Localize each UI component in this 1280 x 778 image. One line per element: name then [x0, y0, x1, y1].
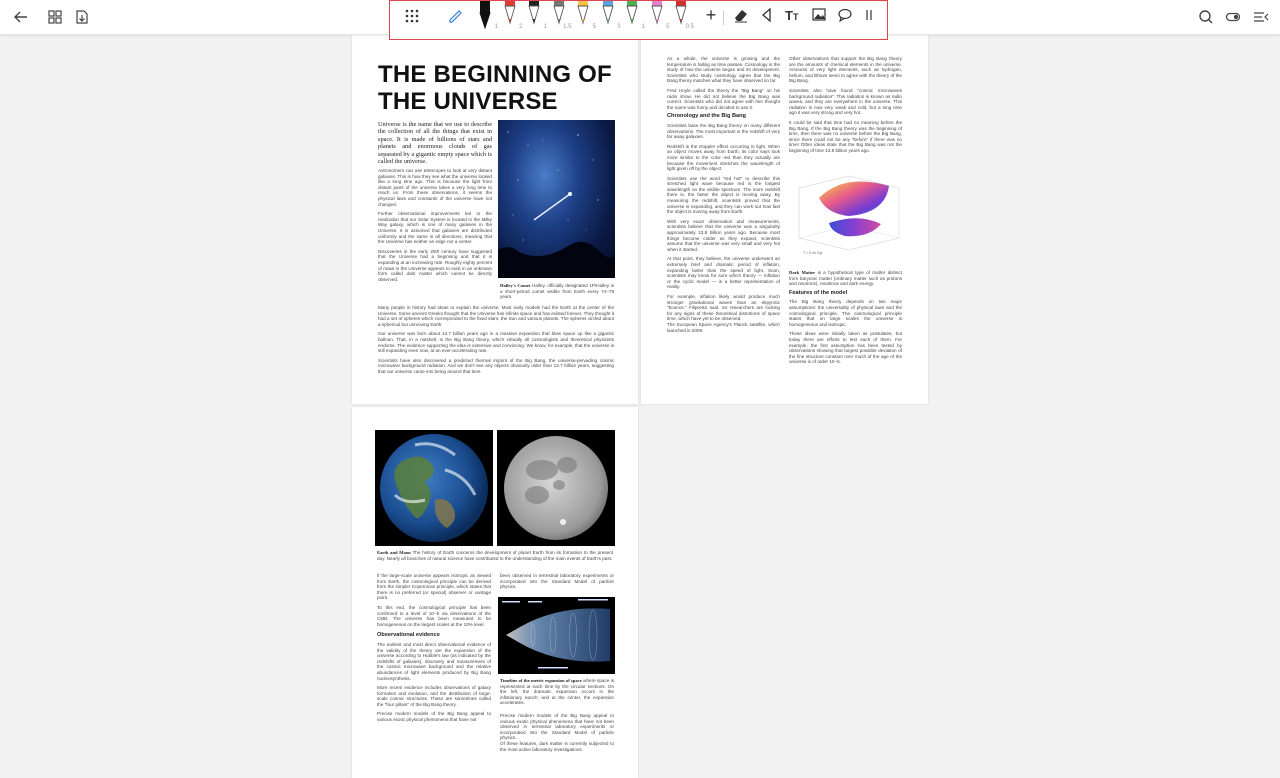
paragraph: Scientists use the word "red hot" to describe this stretched light wave because red is the longest wavelength on the visible spectrum. The more redshift there is, the faster the object is moving away. By measuring the redshift, scientists proved that the universe is expanding, and they can work out how fast the object is moving away from Earth. — [667, 175, 780, 215]
section-heading: Chronology and the Big Bang — [667, 113, 746, 120]
pen-9-icon[interactable] — [670, 1, 692, 29]
timeline-caption — [500, 678, 614, 706]
text-tool-icon[interactable] — [782, 5, 804, 33]
lead-paragraph: Universe is the name that we use to describe the collection of all the things that exist in space. It is made of billions of stars and planets and enormous clouds of gas separated by a gigantic empty space which is called the universe. — [378, 121, 492, 166]
paragraph: The Big Bang theory depends on two major assumptions: the universality of physical laws and the cosmological principle. The cosmological principle states that on large scales the universe is homogeneous and isotropic. — [789, 299, 902, 327]
section-heading: Features of the model — [789, 289, 848, 296]
pencil-tool-icon[interactable] — [444, 5, 466, 33]
page-title — [378, 61, 628, 115]
pen-size-label: 3 — [617, 24, 621, 30]
section-heading: Observational evidence — [377, 632, 440, 639]
paragraph: Fred Hoyle called the theory the "Big Bang" on his radio show. He did not believe the Big Bang was correct. Scientists who did not agree with him thought the name was funny and decided to use it. — [667, 87, 780, 110]
pen-size-label: 1 — [494, 24, 498, 30]
svg-text:T: T — [793, 12, 799, 22]
timeline-diagram-image — [498, 597, 615, 674]
page-1 — [352, 35, 638, 404]
page-2 — [641, 35, 928, 404]
paragraph: As a whole, the universe is growing and the temperature is falling as time passes. Cosmology is the study of how the universe began and its development. Scientists who study cosmology agree that the Big Bang theory matches what they have observed so far. — [667, 56, 780, 84]
title-line-2: THE UNIVERSE — [378, 88, 558, 115]
earth-moon-caption — [377, 550, 613, 561]
paragraph: been observed in terrestrial laboratory experiments or incorporated into the Standard Model of particle physics. — [500, 573, 614, 590]
paragraph-6: Scientists have also discovered a predicted thermal imprint of the Big Bang, the universe-pervading cosmic microwave background radiation. And we don't see any objects obviously older than 13.7 billion years, suggesting that our universe came into being around that time. — [378, 357, 614, 374]
eraser-icon[interactable] — [730, 5, 752, 33]
paragraph: Scientists base the Big Bang theory on many different observations. The most important is the redshift of very far away galaxies. — [667, 122, 780, 140]
right-column-lower — [500, 713, 614, 752]
pen-8-icon[interactable] — [646, 1, 668, 29]
left-column — [667, 56, 780, 333]
back-arrow-icon[interactable] — [8, 4, 34, 30]
lasso-select-icon[interactable] — [756, 5, 778, 33]
export-document-icon[interactable] — [69, 4, 95, 30]
paragraph — [378, 168, 492, 282]
dark-matter-bold: Dark Matter — [789, 270, 816, 275]
pen-7-icon[interactable] — [621, 1, 643, 29]
caption-bold: Halley's Comet — [500, 283, 531, 288]
pen-size-label: 1 — [543, 24, 547, 30]
paragraph: The earliest and most direct observational evidence of the validity of the theory are the expansion of the universe according to Hubble's law (as indicated by the redshifts of galaxies), discovery and measurement of the cosmic microwave background and the relative abundances of light elements produced by Big Bang nucleosynthesis. — [377, 641, 491, 681]
drag-handle-icon[interactable] — [401, 5, 423, 33]
add-label: + — [705, 5, 717, 25]
moon-image — [497, 430, 615, 546]
pen-5-icon[interactable] — [572, 1, 594, 29]
paragraph-4: Many people in history had ideas to explain the universe. Most early models had the Earth at the center of the Universe. Some ancient Greeks thought that the Universe has infinite space and has existed forever. They thought it had a set of spheres which corresponded to the fixed stars, the Sun and various planets. The spheres circled about a spherical but unmoving Earth. — [378, 305, 614, 327]
paragraph: At that point, they believe, the universe underwent an extremely brief and dramatic period of inflation, expanding faster than the speed of light. Soon, scientists may know for sure which theory — inflation or the cyclic model — is a better representation of reality. — [667, 256, 780, 290]
comment-icon[interactable] — [834, 5, 856, 33]
pen-6-icon[interactable] — [597, 1, 619, 29]
paragraph: For example, inflation likely would produce much stronger gravitational waves than an ekpyrotic "bounce," Filipenko said. So researchers are looking for any signs of these theoretical distortions of space time, which have yet to be observed. — [667, 293, 780, 322]
pen-size-label: 0.5 — [685, 24, 694, 30]
pen-size-label: 1 — [641, 24, 645, 30]
pen-2-icon[interactable] — [499, 1, 521, 29]
pen-4-icon[interactable] — [548, 1, 570, 29]
paragraph: To this end, the cosmological principle has been confirmed to a level of 10−5 via observations of the CMB. The universe has been measured to be homogeneous on the largest scales at the 10% level. — [377, 604, 491, 627]
pen-size-label: 1.5 — [563, 24, 572, 30]
3d-surface-plot-image — [789, 168, 902, 263]
caption-text: The history of Earth concerns the development of planet Earth from its formation to the present day. Nearly all branches of natural science have contributed to the understanding of the main events of Earth's past. — [377, 550, 613, 561]
dark-matter-text: is a hypothetical type of matter distinct from baryonic matter (ordinary matter such as protons and neutrons), neutrinos and dark energy. — [789, 270, 902, 287]
caption-bold: Timeline of the metric expansion of space — [500, 678, 582, 683]
paragraph: If the large-scale universe appears isotropic as viewed from Earth, the cosmological principle can be derived from the simpler Copernican principle, which states that there is no preferred (or special) observer or vantage point. — [377, 573, 491, 601]
paragraph: Scientists also have found "cosmic microwaves background radiation". This radiation is known as radio waves, and they are everywhere in the universe. This radiation is now very weak and cold, but a long time ago it was very strong and very hot. — [789, 87, 902, 116]
caption-text: Halley, officially designated 1P/Halley is a short-period comet visible from Earth every 74–79 years. — [500, 283, 615, 300]
comet-caption — [500, 283, 614, 300]
pen-size-label: 5 — [592, 24, 596, 30]
paragraph: Precise modern models of the Big Bang appeal to various exotic physical phenomena that have not been observed in terrestrial laboratory experiments or incorporated into the Standard Model of particle physics. — [500, 713, 614, 741]
paragraph: More recent evidence includes observations of galaxy formation and evolution, and the distribution of large-scale cosmic structures. These are sometimes called the "four pillars" of the Big Bang theory. — [377, 685, 491, 707]
pen-1-icon[interactable] — [474, 1, 496, 29]
paragraph-2: Further observational improvements led to the realization that our Solar System is located in the Milky Way galaxy, which is one of many galaxies in the Universe. It is assumed that galaxies are distributed uniformly and the same in all directions, meaning that the Universe has neither an edge nor a center. — [378, 211, 492, 245]
pen-size-label: 5 — [666, 24, 670, 30]
paragraph: Other observations that support the Big Bang theory are the amounts of chemical elements in the universe. Amounts of very light elements, such as hydrogen, helium, and lithium seem to agree with the theory of the Big Bang. — [789, 56, 902, 84]
divider — [723, 11, 724, 25]
right-column — [500, 573, 614, 590]
pen-3-icon[interactable] — [523, 1, 545, 29]
document-viewer[interactable] — [0, 35, 1280, 778]
plot-label: T = 0.44 Gyr — [803, 251, 823, 255]
caption-text: where space is represented at each time by the circular sections. On the left, the dramatic expansion occurs in the inflationary epoch; and at the center, the expansion accelerates. — [500, 678, 615, 706]
paragraph: With very exact observation and measurements, scientists believe that the universe was a singularity approximately 13.8 billion years ago. Because most things become colder as they expand, scientists assume that the universe was very small and very hot when it started. — [667, 218, 780, 252]
right-column-lower — [789, 270, 902, 365]
paragraph: These ideas were initially taken as postulates, but today there are efforts to test each of them. For example, the first assumption has been tested by observations showing that largest possible deviation of the fine structure constant over much of the age of the universe is of order 10−5. — [789, 331, 902, 365]
paragraph: Of these features, dark matter is currently subjected to the most active laboratory investigations. — [500, 740, 614, 752]
paragraph-1: Astronomers can use telescopes to look at very distant galaxies. This is how they see what the universe looked like a long time ago. This is because the light from distant parts of the universe takes a very long time to reach us. From these observations, it seems the physical laws and constants of the universe have not changed. — [378, 168, 492, 207]
menu-collapse-icon[interactable] — [1248, 4, 1274, 30]
paragraph-3: Discoveries in the early 20th century have suggested that the Universe had a beginning and that it is expanding at an increasing rate. Roughly eighty percent of mass in the Universe appears to exist in an unknown form called dark matter which cannot be directly observed. — [378, 248, 492, 282]
comet-image — [498, 120, 615, 278]
toggle-mode-icon[interactable] — [1220, 4, 1246, 30]
paragraph: It could be said that time had no meaning before the Big Bang. If the Big Bang theory was the beginning of time, then there was no universe before the Big Bang, since there could not be any "before" if there was no time! Other ideas state that the Big Bang was not the beginning of time 13.8 billion years ago. — [789, 119, 902, 153]
add-pen-button[interactable] — [700, 5, 722, 33]
paragraph: The European Space Agency's Planck satellite, which launched in 2009. — [667, 321, 780, 333]
paragraph: Precise modern models of the Big Bang appeal to various exotic physical phenomena that have not — [377, 711, 491, 723]
page-3 — [352, 407, 638, 778]
svg-text:T: T — [785, 8, 793, 23]
image-insert-icon[interactable] — [808, 5, 830, 33]
right-column — [789, 56, 902, 154]
annotation-toolbar — [389, 0, 888, 40]
pen-size-label: 2 — [519, 24, 523, 30]
left-column — [377, 573, 491, 723]
full-width-text — [378, 305, 614, 375]
search-icon[interactable] — [1193, 4, 1219, 30]
title-line-1: THE BEGINNING OF — [378, 61, 612, 88]
paragraph: Redshift is the Doppler effect occurring in light. When an object moves away from Earth, its color says look more similar to the color red than they actually are because the movement stretches the wavelength of light given off by the object. — [667, 143, 780, 172]
paragraph-5: Our universe was born about 13.7 billion years ago in a massive expansion that blew space up like a gigantic balloon. That, in a nutshell, is the Big Bang theory, which virtually all cosmologists and theoretical physicists endorse. The evidence supporting the idea is extensive and convincing. We know, for example, that the universe is still expanding even now, at an ever-accelerating rate. — [378, 331, 614, 354]
toolbar-grip-icon[interactable] — [858, 5, 880, 33]
grid-view-icon[interactable] — [42, 4, 68, 30]
caption-bold: Earth and Moon — [377, 550, 411, 555]
earth-image — [375, 430, 493, 546]
